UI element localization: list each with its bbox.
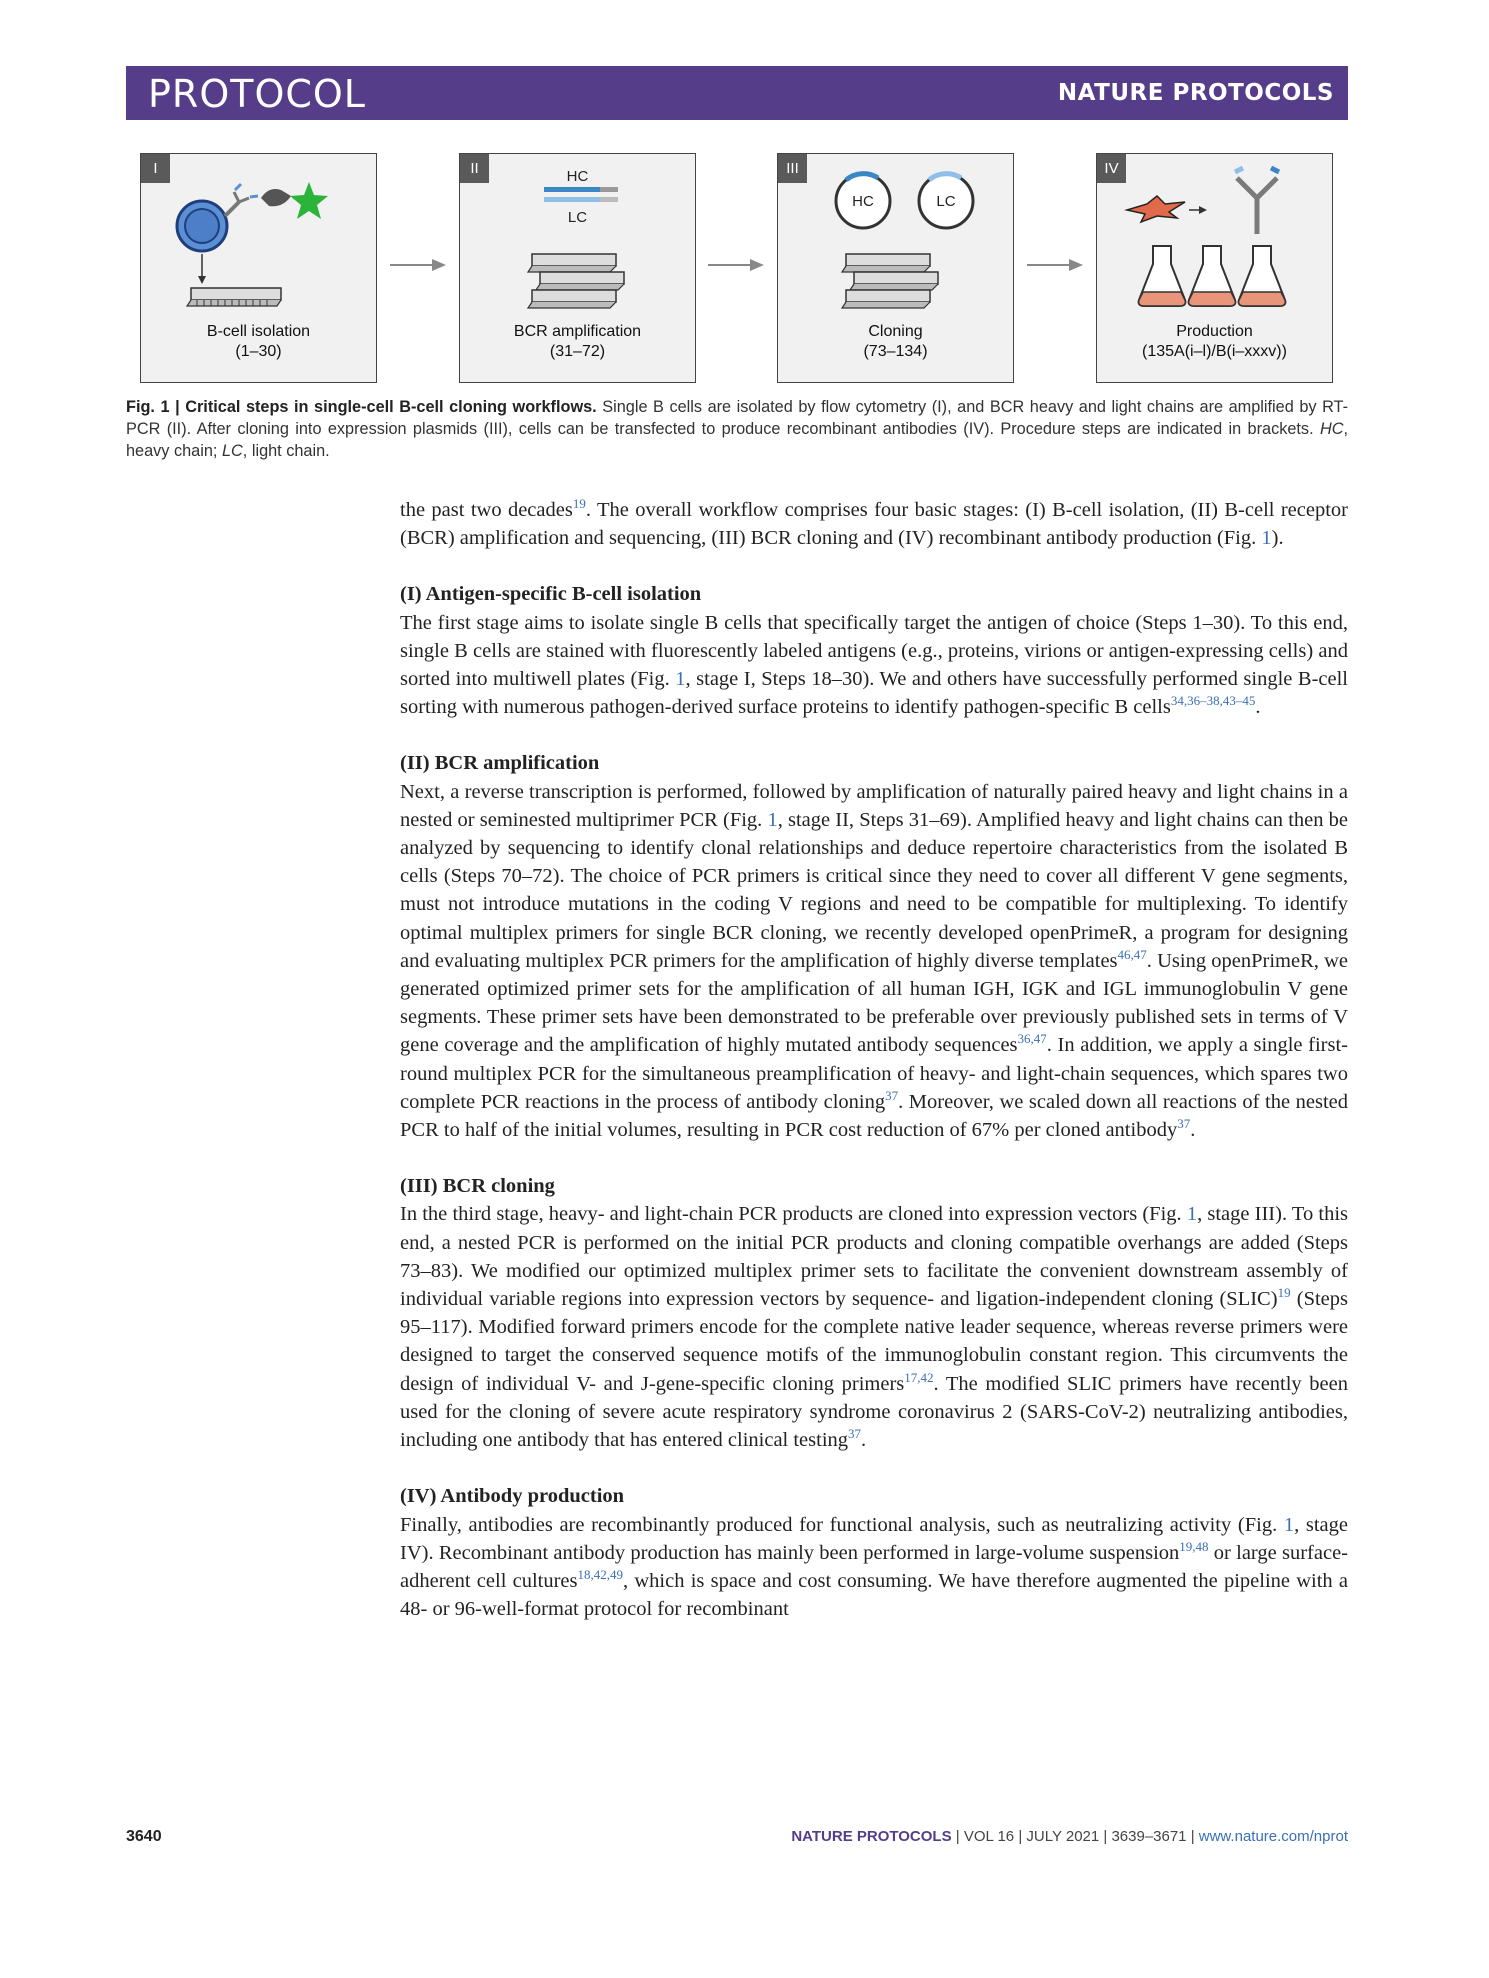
multiwell-plate-icon [187, 288, 281, 306]
text-run: , stage I, Steps 18–30). We and others have successfully performed single B-cell sorting with numerous pathogen-derived surface proteins to identify pathogen-specific B cells [400, 668, 1348, 719]
caption-text: Single B cells are isolated by flow cytometry (I), and BCR heavy and light chains are amplified by RT-PCR (II). After cloning into expression plasmids (III), cells can be transfected to produce recombinant antibodies (IV). Procedure steps are indicated in brackets. [126, 398, 1348, 438]
footer-citation [791, 1828, 1348, 1845]
text-run: (Steps 95–117). Modified forward primers encode for the complete native leader sequence, whereas reverse primers were designed to target the conserved sequence motifs of the immunoglobulin constant region. This circumvents the design of individual V- and J-gene-specific cloning primers [400, 1288, 1348, 1395]
journal-url-link[interactable]: www.nature.com/nprot [1198, 1828, 1348, 1845]
journal-name: NATURE PROTOCOLS [1057, 80, 1334, 106]
panel-steps: (1–30) [235, 343, 282, 360]
culture-flask-icon [1139, 246, 1286, 306]
citation-link[interactable]: 37 [885, 1088, 899, 1104]
text-run: , stage II, Steps 31–69). Amplified heavy and light chains can then be analyzed by sequencing to identify clonal relationships and deduce repertoire characteristics from the isolated B cells (Steps 70–72). The choice of PCR primers is critical since they need to cover all different V gene segments, must not introduce mutations in the coding V regions and need to be compatible for multiplexing. To identify optimal multiplex primers for single BCR cloning, we recently developed openPrimeR, a program for designing and evaluating multiplex PCR primers for the amplification of highly diverse templates [400, 808, 1348, 972]
figure-link[interactable]: 1 [675, 668, 686, 691]
text-run: , stage III). To this end, a nested PCR is performed on the initial PCR products and cloning compatible overhangs are added (Steps 73–83). We modified our optimized multiplex primer sets to facilitate the convenient downstream assembly of individual variable regions into expression vectors by sequence- and ligation-independent cloning (SLIC) [400, 1203, 1348, 1311]
figure-panel-3 [777, 153, 1014, 383]
light-chain-label: LC [567, 209, 588, 226]
figure-caption [126, 396, 1348, 462]
section-paragraph [400, 609, 1348, 722]
text-run: In the third stage, heavy- and light-chain PCR products are cloned into expression vectors (Fig. [400, 1203, 1187, 1226]
panel-label [460, 322, 695, 362]
light-chain-label: LC [936, 193, 956, 210]
text-run: . The modified SLIC primers have recently been used for the cloning of severe acute respiratory syndrome coronavirus 2 (SARS-CoV-2) neutralizing antibodies, including one antibody that has entered clinical testing [400, 1372, 1349, 1452]
text-run: or large surface-adherent cell cultures [400, 1541, 1348, 1592]
flow-arrow-icon [388, 255, 448, 275]
caption-abbr-def: , light chain. [242, 442, 330, 460]
flow-arrow-icon [1025, 255, 1085, 275]
text-run: Finally, antibodies are recombinantly produced for functional analysis, such as neutralizing activity (Fig. [400, 1513, 1284, 1536]
figure-link[interactable]: 1 [1283, 1513, 1295, 1536]
citation-link[interactable]: 19 [1277, 1285, 1291, 1301]
panel-steps: (31–72) [549, 343, 606, 360]
section-heading: (III) BCR cloning [400, 1175, 555, 1198]
text-run: Next, a reverse transcription is performed, followed by amplification of naturally paired heavy and light chains in a nested or seminested multiprimer PCR (Fig. [400, 780, 1348, 831]
page-number: 3640 [126, 1828, 162, 1845]
panel-title: B-cell isolation [206, 323, 311, 340]
panel-number: II [460, 154, 489, 183]
panel-number: III [778, 154, 807, 183]
text-run: ). [1271, 527, 1284, 550]
section-paragraph [400, 1200, 1348, 1454]
panel-label [1097, 322, 1332, 362]
article-body [400, 496, 1348, 1623]
text-run: , which is space and cost consuming. We have therefore augmented the pipeline with a 48- or 96-well-format protocol for recombinant [400, 1569, 1348, 1621]
citation-link[interactable]: 19 [572, 496, 586, 512]
flow-arrow-icon [706, 255, 766, 275]
caption-abbr: HC [1319, 420, 1344, 438]
heavy-chain-label: HC [852, 193, 874, 210]
caption-title: Fig. 1 | Critical steps in single-cell B-cell cloning workflows. [126, 398, 597, 416]
panel-label [141, 322, 376, 362]
citation-link[interactable]: 18,42,49 [577, 1567, 624, 1583]
transfected-cell-icon [1127, 196, 1207, 222]
citation-link[interactable]: 17,42 [904, 1369, 934, 1385]
caption-abbr: LC [221, 442, 243, 460]
pcr-plate-icon [528, 254, 624, 308]
panel-title: Production [1176, 323, 1253, 340]
panel-title: BCR amplification [513, 323, 642, 340]
text-run: . Using openPrimeR, we generated optimized primer sets for the amplification of all human IGH, IGK and IGL immunoglobulin V gene segments. These primer sets have been demonstrated to be preferable over previously published sets in terms of V gene coverage and the amplification of highly mutated antibody sequences [400, 949, 1348, 1057]
text-run: . In addition, we apply a single first-round multiplex PCR for the simultaneous preamplification of heavy- and light-chain sequences, which spares two complete PCR reactions in the process of antibody cloning [400, 1034, 1348, 1113]
panel-number: I [141, 154, 170, 183]
section-label: PROTOCOL [148, 72, 366, 116]
antibody-icon [1235, 168, 1279, 234]
journal-header-bar [126, 66, 1348, 120]
panel-title: Cloning [868, 323, 923, 340]
figure-link[interactable]: 1 [767, 808, 778, 831]
citation-link[interactable]: 36,47 [1017, 1031, 1047, 1047]
footer-journal: NATURE PROTOCOLS [791, 1828, 952, 1845]
caption-abbr-def: , heavy chain; [126, 420, 1348, 460]
figure-panel-2 [459, 153, 696, 383]
section-heading: (I) Antigen-specific B-cell isolation [400, 583, 702, 606]
figure-link[interactable]: 1 [1186, 1203, 1198, 1226]
figure-link[interactable]: 1 [1261, 527, 1272, 550]
pcr-plate-icon [842, 254, 938, 308]
citation-link[interactable]: 46,47 [1117, 947, 1147, 963]
citation-link[interactable]: 19,48 [1179, 1538, 1209, 1554]
citation-link[interactable]: 37 [848, 1426, 862, 1442]
section-heading: (II) BCR amplification [400, 752, 600, 775]
panel-steps: (73–134) [863, 343, 928, 360]
section-paragraph [400, 778, 1348, 1145]
text-run: The first stage aims to isolate single B cells that specifically target the antigen of choice (Steps 1–30). To this end, single B cells are stained with fluorescently labeled antigens (e.g., proteins, virions or antigen-expressing cells) and sorted into multiwell plates (Fig. [400, 611, 1348, 691]
citation-link[interactable]: 37 [1177, 1116, 1191, 1132]
text-run: , stage IV). Recombinant antibody production has mainly been performed in large-volume suspension [400, 1513, 1348, 1564]
text-run: . Moreover, we scaled down all reactions of the nested PCR to half of the initial volumes, resulting in PCR cost reduction of 67% per cloned antibody [400, 1090, 1348, 1142]
text-run: . The overall workflow comprises four basic stages: (I) B-cell isolation, (II) B-cell receptor (BCR) amplification and sequencing, (III) BCR cloning and (IV) recombinant antibody production (Fig. [400, 499, 1348, 550]
intro-paragraph [400, 496, 1348, 552]
section-heading: (IV) Antibody production [400, 1485, 625, 1508]
heavy-chain-label: HC [566, 168, 589, 185]
text-run: . [1190, 1119, 1196, 1142]
panel-number: IV [1097, 154, 1126, 183]
text-run: the past two decades [400, 499, 573, 521]
section-paragraph [400, 1511, 1348, 1624]
figure-panel-1 [140, 153, 377, 383]
text-run: . [861, 1429, 867, 1452]
text-run: . [1255, 696, 1261, 719]
citation-link[interactable]: 34,36–38,43–45 [1170, 693, 1256, 709]
panel-steps: (135A(i–l)/B(i–xxxv)) [1142, 343, 1287, 360]
footer-details: | VOL 16 | JULY 2021 | 3639–3671 | [951, 1828, 1199, 1845]
panel-label [778, 322, 1013, 362]
figure-panel-4 [1096, 153, 1333, 383]
